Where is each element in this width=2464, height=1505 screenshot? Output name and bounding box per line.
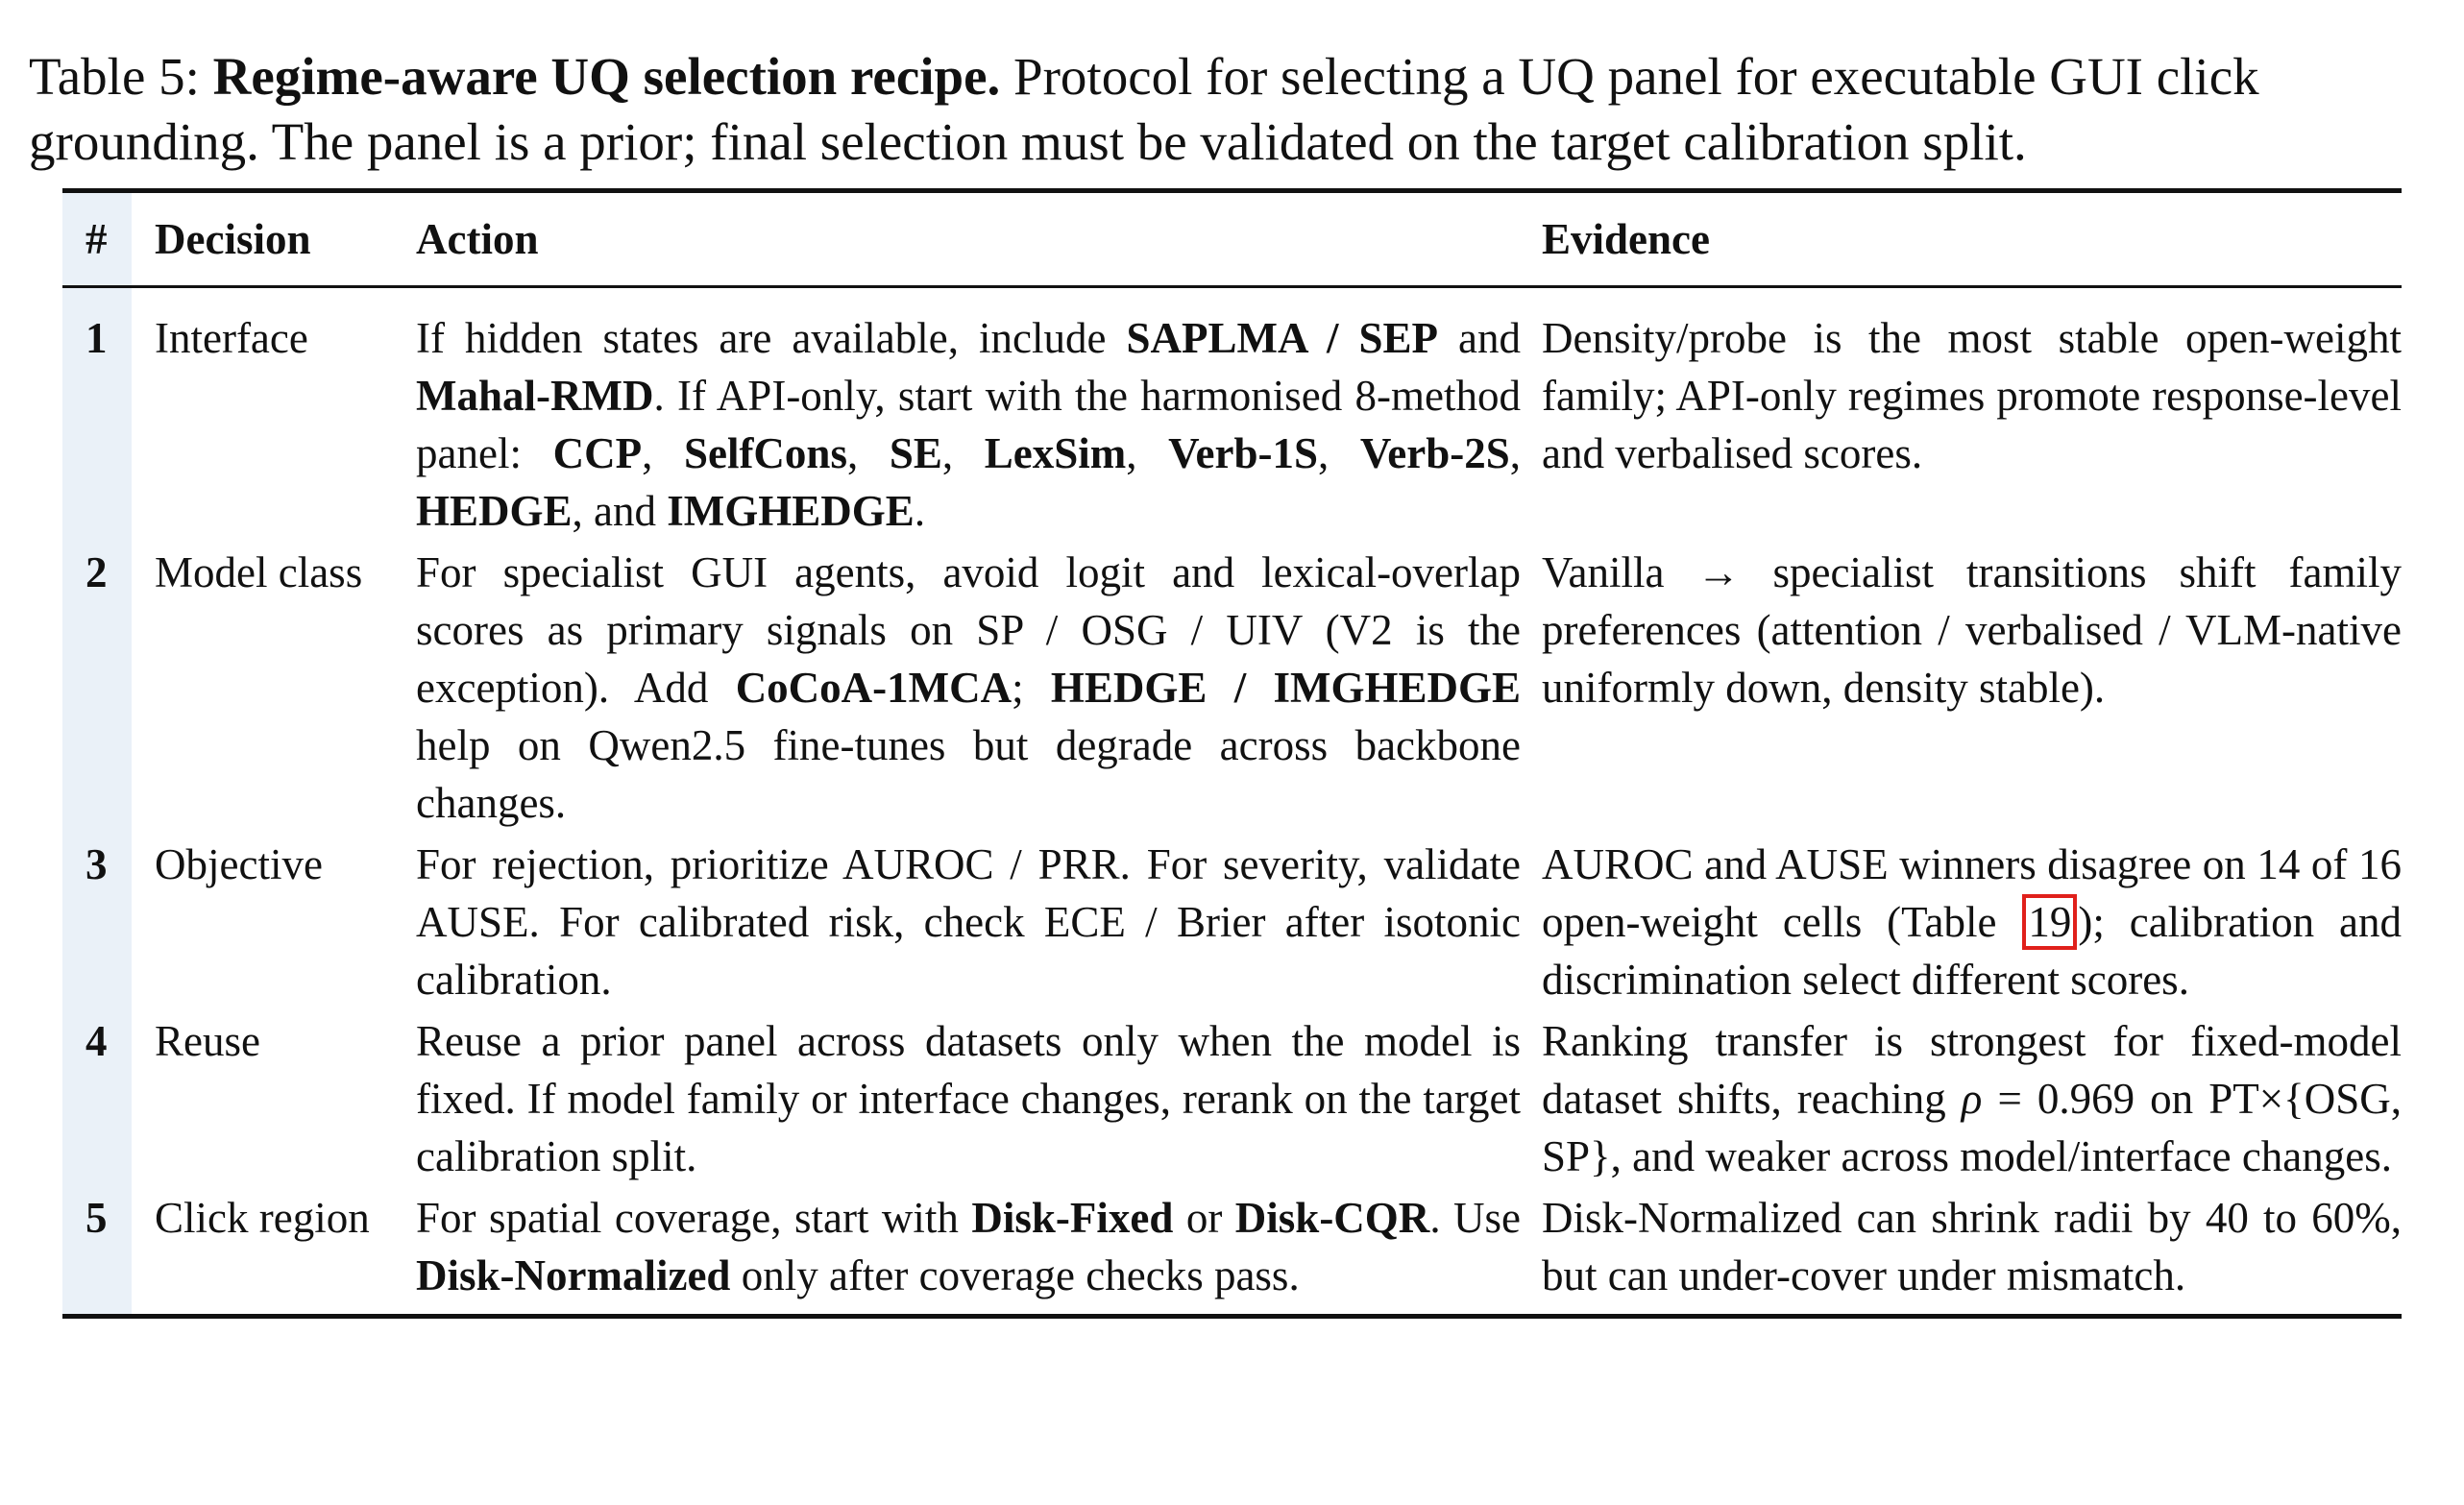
row-evidence: Vanilla → specialist transitions shift family preferences (attention / verbalised / VLM-native uniformly down, density stable).: [1542, 548, 2402, 712]
header-row: [62, 191, 2402, 287]
recipe-table: [62, 188, 2402, 1319]
row-number: 1: [62, 287, 132, 545]
table-row: [62, 1189, 2402, 1317]
caption-text: Protocol for selecting a UQ panel for executable GUI click grounding. The panel is a prior; final selection must be validated on the target calibration split.: [29, 47, 2259, 171]
rho-symbol: ρ: [1961, 1075, 1983, 1123]
caption-label: Table 5:: [29, 47, 200, 106]
table-row: [62, 836, 2402, 1012]
row-evidence: Disk-Normalized can shrink radii by 40 to 60%, but can under-cover under mismatch.: [1542, 1194, 2402, 1299]
table-row: [62, 1012, 2402, 1189]
row-decision: Objective: [155, 840, 323, 888]
row-action: If hidden states are available, include SAPLMA / SEP and Mahal-RMD. If API-only, start with the harmonised 8-method panel: CCP, SelfCons, SE, LexSim, Verb-1S, Verb-2S, HEDGE, and IMGHEDGE.: [416, 314, 1521, 535]
row-action: Reuse a prior panel across datasets only when the model is fixed. If model family or interface changes, rerank on the target calibration split.: [416, 1017, 1521, 1180]
row-decision: Interface: [155, 314, 308, 362]
header-action: Action: [416, 215, 539, 263]
row-decision: Click region: [155, 1194, 370, 1242]
row-number: 3: [62, 836, 132, 1012]
table-reference-link[interactable]: 19: [2022, 894, 2077, 950]
row-number: 2: [62, 544, 132, 836]
table-row: [62, 287, 2402, 545]
row-action: For specialist GUI agents, avoid logit and lexical-overlap scores as primary signals on SP / OSG / UIV (V2 is the exception). Add CoCoA-1MCA; HEDGE / IMGHEDGE help on Qwen2.5 fine-tunes but degrade across backbone changes.: [416, 548, 1521, 827]
row-evidence: Ranking transfer is strongest for fixed-model dataset shifts, reaching ρ = 0.969 on PT×{OSG, SP}, and weaker across model/interface changes.: [1542, 1017, 2402, 1180]
row-decision: Reuse: [155, 1017, 260, 1065]
row-evidence: AUROC and AUSE winners disagree on 14 of 16 open-weight cells (Table 19 ); calibration and discrimination select different scores.: [1542, 840, 2402, 1004]
table-header: [62, 191, 2402, 287]
row-evidence: Density/probe is the most stable open-weight family; API-only regimes promote response-level and verbalised scores.: [1542, 314, 2402, 477]
table-body: [62, 287, 2402, 1317]
header-decision: Decision: [155, 215, 311, 263]
row-number: 5: [62, 1189, 132, 1317]
table-caption: [29, 44, 2440, 175]
row-action: For spatial coverage, start with Disk-Fixed or Disk-CQR. Use Disk-Normalized only after coverage checks pass.: [416, 1194, 1521, 1299]
table-row: [62, 544, 2402, 836]
row-action: For rejection, prioritize AUROC / PRR. For severity, validate AUSE. For calibrated risk, check ECE / Brier after isotonic calibration.: [416, 840, 1521, 1004]
row-decision: Model class: [155, 548, 363, 596]
recipe-table-wrapper: [62, 188, 2402, 1319]
row-number: 4: [62, 1012, 132, 1189]
caption-lead: Regime-aware UQ selection recipe.: [212, 47, 1001, 106]
header-num: #: [62, 191, 132, 287]
header-evidence: Evidence: [1542, 215, 1710, 263]
